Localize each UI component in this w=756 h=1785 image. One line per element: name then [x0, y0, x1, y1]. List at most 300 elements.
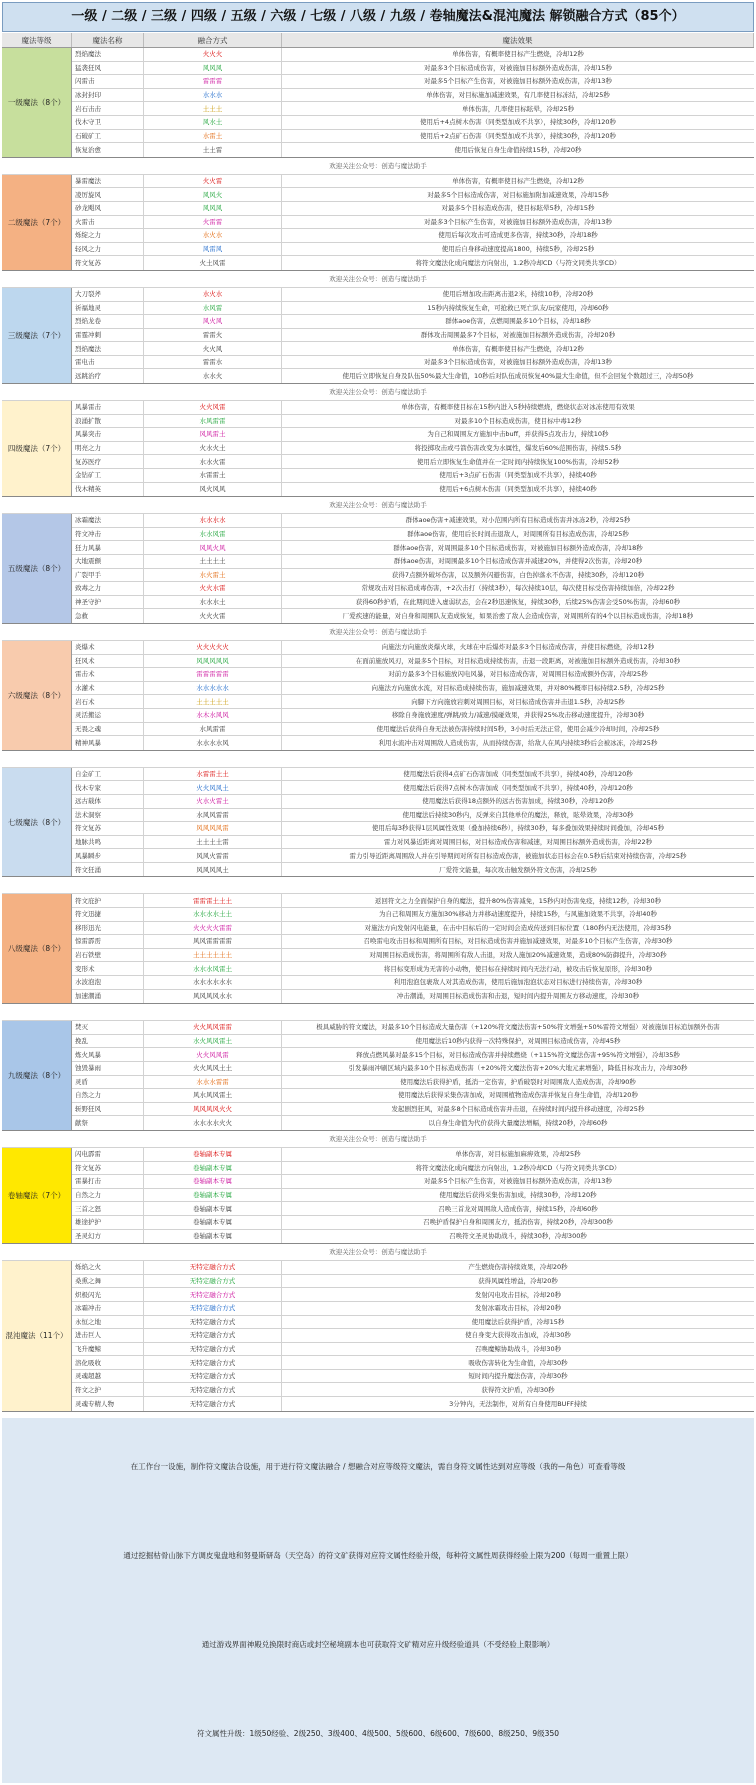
fusion-recipe: 水水火雷 [144, 455, 282, 468]
magic-row [72, 469, 754, 483]
magic-row [72, 935, 754, 949]
level-label: 五级魔法（8个） [2, 514, 72, 623]
magic-effect: 使用后恢复自身生命值持续15秒，冷却20秒 [454, 145, 582, 154]
fusion-recipe: 风风风风雷 [144, 822, 282, 835]
magic-effect: 群体aoe伤害，对周围最多10个目标造成伤害，对被施加目标额外造成伤害，冷却18秒 [393, 543, 643, 552]
magic-name: 移形迅光 [72, 922, 144, 935]
fusion-recipe: 风风雷雷雷雷 [144, 935, 282, 948]
magic-row [72, 894, 754, 908]
magic-name: 烈焰魔法 [72, 342, 144, 355]
magic-row [72, 655, 754, 669]
fusion-recipe: 火火火 [144, 48, 282, 61]
magic-name: 符文庇护 [72, 894, 144, 907]
magic-name: 水波泡泡 [72, 976, 144, 989]
magic-row [72, 709, 754, 723]
header-fusion: 融合方式 [144, 33, 282, 47]
fusion-recipe: 风风风风风 [144, 655, 282, 668]
magic-effect: 使用后+4点树木伤害（同类型加成不共享），持续30秒，冷却120秒 [419, 118, 616, 127]
magic-row [72, 483, 754, 497]
header-level: 魔法等级 [2, 33, 72, 47]
magic-name: 符文冲击 [72, 528, 144, 541]
magic-row [72, 1062, 754, 1076]
magic-name: 猛袭狂风 [72, 62, 144, 75]
magic-row [72, 256, 754, 270]
magic-name: 符文迅捷 [72, 908, 144, 921]
magic-row [72, 514, 754, 528]
magic-effect: 群体aoe伤害+减速效果，对小范围内所有目标造成伤害并冰冻2秒，冷却25秒 [405, 516, 631, 525]
magic-effect: 使用魔法后获得18点额外的远古伤害加成，持续30秒，冷却120秒 [422, 797, 614, 806]
magic-row [72, 48, 754, 62]
magic-row [72, 569, 754, 583]
fusion-recipe: 卷轴副本专属 [144, 1230, 282, 1244]
promo-line: 欢迎关注公众号：创造与魔法助手 [2, 384, 754, 401]
fusion-recipe: 无特定融合方式 [144, 1397, 282, 1411]
magic-name: 明亮之力 [72, 442, 144, 455]
magic-effect: 召唤符文圣灵协助战斗，持续30秒，冷却300秒 [449, 1232, 587, 1241]
footer-line: 在工作台一设施，制作符文魔法合设施，用于进行符文魔法融合 / 想融合对应等级符文魔法，需自身符文属性达到对应等级（我的—角色）可查看等级 [130, 1461, 626, 1471]
magic-name: 远古载体 [72, 795, 144, 808]
magic-row [72, 401, 754, 415]
magic-row [72, 736, 754, 750]
magic-row [72, 1148, 754, 1162]
fusion-recipe: 土土土土 [144, 555, 282, 568]
fusion-recipe: 风风雷土 [144, 428, 282, 441]
magic-row [72, 949, 754, 963]
level-section [2, 1148, 754, 1244]
fusion-recipe: 土土土土土 [144, 695, 282, 708]
fusion-recipe: 火火风风雷 [144, 1048, 282, 1061]
magic-effect: 发射冰霜攻击目标，冷却20秒 [474, 1304, 562, 1313]
fusion-recipe: 水水水土 [144, 596, 282, 609]
magic-row [72, 1343, 754, 1357]
level-section [2, 288, 754, 384]
table-body [2, 48, 754, 1412]
magic-name: 大刀裂斧 [72, 288, 144, 301]
magic-name: 精神风暴 [72, 736, 144, 750]
magic-name: 神圣守护 [72, 596, 144, 609]
fusion-recipe: 风风火风 [144, 541, 282, 554]
magic-effect: 以自身生命值为代价获得大量魔法增幅，持续20秒，冷却60秒 [428, 1119, 608, 1128]
fusion-recipe: 卷轴副本专属 [144, 1202, 282, 1215]
fusion-recipe: 无特定融合方式 [144, 1316, 282, 1329]
page-title: 一级 / 二级 / 三级 / 四级 / 五级 / 六级 / 七级 / 八级 / 九级 / 卷轴魔法&混沌魔法 解锁融合方式（85个） [2, 2, 754, 32]
magic-row [72, 143, 754, 157]
magic-row [72, 1216, 754, 1230]
magic-row [72, 1035, 754, 1049]
magic-effect: 单体伤害，有概率使目标在15秒内进入5秒持续燃烧，燃烧状态对冰冻使用有效果 [401, 403, 635, 412]
magic-name: 复苏医疗 [72, 455, 144, 468]
magic-effect: 利用水流冲击对周围敌人造成伤害，从而持续伤害，给敌人在风内持续3秒后会被冰冻，冷却25秒 [378, 738, 658, 747]
magic-name: 献祭 [72, 1116, 144, 1130]
magic-effect: 对施法方向发射闪电能量，在击中目标后的一定时间会造成传送到目标位置（180秒内无法使用，冷却35秒 [364, 923, 672, 932]
fusion-recipe: 风风风 [144, 62, 282, 75]
magic-row [72, 682, 754, 696]
magic-effect: 对最多10个目标造成伤害，使目标中毒12秒 [454, 416, 582, 425]
magic-name: 符文复苏 [72, 822, 144, 835]
magic-name: 炽极闪光 [72, 1288, 144, 1301]
magic-row [72, 243, 754, 257]
magic-name: 急救 [72, 609, 144, 623]
magic-name: 符文复苏 [72, 1162, 144, 1175]
magic-name: 冰霜冲击 [72, 1302, 144, 1315]
magic-row [72, 130, 754, 144]
magic-name: 岩石术 [72, 695, 144, 708]
magic-effect: 将目标变形成为无害的小动物，使目标在持续时间内无法行动，被攻击后恢复原形，冷却30秒 [383, 964, 653, 973]
magic-name: 砂龙飓风 [72, 202, 144, 215]
magic-effect: 使用后增加攻击距离击退2米，持续10秒，冷却20秒 [442, 290, 594, 299]
magic-row [72, 415, 754, 429]
magic-effect: 单体伤害，有概率使目标产生燃烧，冷却12秒 [452, 50, 584, 59]
magic-row [72, 723, 754, 737]
level-label: 三级魔法（7个） [2, 288, 72, 383]
magic-effect: 为自己和周围友方施加中击buff，并获得5点攻击力，持续10秒 [427, 430, 609, 439]
magic-effect: 在面前施放风刃，对最多5个目标，对目标造成持续伤害，击退一段距离，对被施加目标额外造成伤害，冷却30秒 [355, 656, 681, 665]
magic-row [72, 1021, 754, 1035]
magic-effect: 使用魔法后获得7点树木伤害加成（同类型加成不共享），持续40秒，冷却120秒 [403, 783, 633, 792]
magic-row [72, 582, 754, 596]
fusion-recipe: 水火水 [144, 288, 282, 301]
magic-name: 烁绽之力 [72, 229, 144, 242]
magic-row [72, 822, 754, 836]
fusion-recipe: 风风火雷雷 [144, 849, 282, 862]
level-label: 九级魔法（8个） [2, 1021, 72, 1130]
level-section [2, 1021, 754, 1131]
magic-row [72, 1116, 754, 1130]
magic-name: 灵盾 [72, 1076, 144, 1089]
magic-effect: 雷力对风暴近距离对周围目标，对目标造成伤害和减速，对周围目标额外造成伤害，冷却22秒 [383, 837, 653, 846]
magic-row [72, 1329, 754, 1343]
magic-row [72, 1089, 754, 1103]
fusion-recipe: 火土风雷 [144, 256, 282, 270]
magic-row [72, 1202, 754, 1216]
fusion-recipe: 水水水雷雷 [144, 1076, 282, 1089]
magic-row [72, 1175, 754, 1189]
fusion-recipe: 火火风雷 [144, 401, 282, 414]
magic-effect: 吸收伤害转化为生命值，冷却30秒 [468, 1358, 568, 1367]
fusion-recipe: 风风风风水水 [144, 990, 282, 1004]
magic-effect: 使用后每3秒获得1层风属性效果（叠加持续6秒），持续30秒，每多叠加效果持续时间叠加，冷却45秒 [371, 824, 665, 833]
magic-name: 变形术 [72, 962, 144, 975]
magic-row [72, 641, 754, 655]
magic-row [72, 1383, 754, 1397]
magic-name: 符文狂涌 [72, 863, 144, 877]
fusion-recipe: 水雷雷土土 [144, 768, 282, 781]
fusion-recipe: 无特定融合方式 [144, 1261, 282, 1274]
fusion-recipe: 水雷土 [144, 130, 282, 143]
magic-name: 无畏之魂 [72, 723, 144, 736]
fusion-recipe: 无特定融合方式 [144, 1302, 282, 1315]
magic-name: 蚀毁暴雨 [72, 1062, 144, 1075]
footer-line: 通过游戏界面神殿兑换限时商店或封空秘境副本也可获取符文矿精对应升级经验道具（不受经验上限影响） [201, 1640, 555, 1650]
magic-name: 灵魂专精人物 [72, 1397, 144, 1411]
magic-name: 烁焰之火 [72, 1261, 144, 1274]
magic-row [72, 116, 754, 130]
fusion-recipe: 土土土土土土 [144, 949, 282, 962]
fusion-recipe: 风火风 [144, 315, 282, 328]
level-section [2, 894, 754, 1004]
level-label: 八级魔法（8个） [2, 894, 72, 1003]
level-label: 四级魔法（7个） [2, 401, 72, 496]
magic-effect: 使用魔法后获得自身无法被伤害持续时间5秒，3小时后无法正常，使用会减少冷却时间，冷却25秒 [376, 724, 660, 733]
magic-effect: 将符文魔法化成向魔法方向射出，1.2秒冷却CD（与符文同类共享CD） [415, 1163, 621, 1172]
magic-row [72, 1370, 754, 1384]
magic-effect: 使用魔法后获得4点矿石伤害加成（同类型加成不共享），持续40秒，冷却120秒 [403, 769, 633, 778]
magic-name: 炼火风暴 [72, 1048, 144, 1061]
fusion-recipe: 无特定融合方式 [144, 1275, 282, 1288]
magic-name: 狂风术 [72, 655, 144, 668]
magic-name: 风暴瞬步 [72, 849, 144, 862]
magic-effect: 使用魔法后持续30秒内，反弹来自其他单位的魔法，释放，眩晕效果，冷却30秒 [402, 810, 634, 819]
magic-row [72, 863, 754, 877]
magic-effect: 释放点燃风暴对最多15个目标，对目标造成伤害并持续燃烧（+115%符文魔法伤害+95%符文增强），冷却35秒 [356, 1050, 680, 1059]
magic-row [72, 202, 754, 216]
fusion-recipe: 雷雷火 [144, 329, 282, 342]
fusion-recipe: 火火雷 [144, 175, 282, 188]
magic-name: 伐木守卫 [72, 116, 144, 129]
magic-effect: 短时间内提升魔法伤害，冷却30秒 [468, 1372, 568, 1381]
fusion-recipe: 卷轴副本专属 [144, 1175, 282, 1188]
fusion-recipe: 水水水水火火 [144, 1116, 282, 1130]
magic-name: 永恒之地 [72, 1316, 144, 1329]
magic-row [72, 89, 754, 103]
magic-effect: 使用后+3点矿石伤害（同类型加成不共享），持续40秒 [439, 471, 597, 480]
magic-effect: 移除自身施放速度/弹跳/致力/减速/摸碰效果，并获得25%攻击移动速度提升，冷却30秒 [391, 711, 645, 720]
magic-name: 圣灵幻方 [72, 1230, 144, 1244]
magic-row [72, 455, 754, 469]
magic-effect: 使用后+6点树木伤害（同类型加成不共享），持续40秒 [439, 485, 597, 494]
level-label: 一级魔法（8个） [2, 48, 72, 157]
promo-line: 欢迎关注公众号：创造与魔法助手 [2, 1131, 754, 1148]
level-section [2, 1261, 754, 1412]
magic-name: 火雷击 [72, 216, 144, 229]
magic-effect: 产生燃烧伤害持续效果，冷却20秒 [468, 1263, 568, 1272]
magic-row [72, 809, 754, 823]
magic-effect: 向施法方向施放水流，对目标造成持续伤害，施加减速效果，并对80%概率目标持续2.5秒，冷却25秒 [371, 683, 665, 692]
fusion-recipe: 火火风风雷雷 [144, 1021, 282, 1034]
fusion-recipe: 风火风风 [144, 483, 282, 497]
magic-row [72, 188, 754, 202]
magic-name: 溶化吸收 [72, 1356, 144, 1369]
magic-effect: 获得7点额外破坏伤害，以及额外闪避伤害，白色掉落永不伤害，持续30秒，冷却120秒 [391, 570, 645, 579]
magic-row [72, 1397, 754, 1411]
magic-effect: 向脚下方向施放岩刺对周围目标，对目标造成伤害并击退1.5秒，冷却25秒 [411, 697, 625, 706]
magic-effect: 单体伤害，有概率使目标产生燃烧，冷却12秒 [452, 344, 584, 353]
magic-row [72, 1076, 754, 1090]
fusion-recipe: 火火风风土 [144, 781, 282, 794]
fusion-recipe: 水水水水水 [144, 682, 282, 695]
fusion-recipe: 水雷雷土 [144, 469, 282, 482]
magic-row [72, 1356, 754, 1370]
magic-row [72, 695, 754, 709]
magic-effect: 使用魔法后获得护盾，抵消一定伤害，护盾破裂时对周围敌人造成伤害，冷却90秒 [400, 1077, 636, 1086]
fusion-recipe: 火水火土 [144, 442, 282, 455]
fusion-recipe: 水水水风雷土 [144, 962, 282, 975]
level-label: 六级魔法（8个） [2, 641, 72, 750]
magic-effect: 将符文魔法化成向魔法方向射出，1.2秒冷却CD（与符文同类共享CD） [415, 259, 621, 268]
fusion-recipe: 火水火雷土 [144, 795, 282, 808]
magic-effect: 使用后+2点矿石伤害（同类型加成不共享），持续30秒，冷却120秒 [419, 131, 616, 140]
magic-row [72, 836, 754, 850]
magic-row [72, 302, 754, 316]
magic-row [72, 75, 754, 89]
magic-name: 风暴雷击 [72, 401, 144, 414]
fusion-recipe: 风水风风雷土 [144, 1089, 282, 1102]
fusion-recipe: 水木水风风 [144, 709, 282, 722]
magic-row [72, 288, 754, 302]
magic-effect: 对最多3个目标产生伤害，对被施加目标额外造成伤害，冷却13秒 [424, 217, 612, 226]
magic-name: 灵活搬运 [72, 709, 144, 722]
magic-name: 闪雷击 [72, 75, 144, 88]
magic-name: 大地震颤 [72, 555, 144, 568]
fusion-recipe: 水水水水风 [144, 736, 282, 750]
fusion-recipe: 雷雷雷 [144, 75, 282, 88]
fusion-recipe: 水火雷土 [144, 569, 282, 582]
magic-effect: 利用泡泡包裹敌人对其造成伤害，使用后施加泡泡状态对目标进行持续伤害，冷却30秒 [393, 978, 643, 987]
magic-effect: 召唤雷电攻击目标和周围所有目标，对目标造成伤害并施加减速效果，对最多10个目标产生伤害，冷却30秒 [363, 937, 673, 946]
fusion-recipe: 水风雷雷 [144, 415, 282, 428]
fusion-recipe: 水水火 [144, 369, 282, 383]
magic-effect: 使用后立即恢复生命值并在一定时间内持续恢复100%伤害，冷却52秒 [416, 457, 620, 466]
fusion-recipe: 土土雷 [144, 143, 282, 157]
magic-row [72, 555, 754, 569]
magic-row [72, 795, 754, 809]
magic-name: 石破矿工 [72, 130, 144, 143]
magic-row [72, 849, 754, 863]
magic-effect: 向施法方向施放炎爆火球，火球在中后爆炸对最多3个目标造成伤害，并使目标燃烧，冷却12秒 [381, 643, 655, 652]
magic-name: 冰封封印 [72, 89, 144, 102]
fusion-recipe: 风雷风 [144, 243, 282, 256]
magic-effect: 对最多5个目标造成伤害，使目标眩晕5秒，冷却15秒 [441, 204, 595, 213]
magic-effect: 对周围目标造成伤害，将周围所有敌人击退，对敌人施加20%减速效果，造成80%防御提升，冷却30秒 [369, 951, 667, 960]
fusion-recipe: 风风风风火火 [144, 1103, 282, 1116]
level-label: 七级魔法（8个） [2, 768, 72, 877]
magic-name: 斩野狂风 [72, 1103, 144, 1116]
magic-name: 挽乱 [72, 1035, 144, 1048]
magic-name: 自金矿工 [72, 768, 144, 781]
level-label: 二级魔法（7个） [2, 175, 72, 270]
magic-effect: 单体伤害，对目标施加麻痹效果，冷却25秒 [455, 1150, 581, 1159]
level-section [2, 175, 754, 271]
level-section [2, 768, 754, 878]
magic-row [72, 1230, 754, 1244]
fusion-recipe: 火火水雷 [144, 582, 282, 595]
magic-name: 岩石铁壁 [72, 949, 144, 962]
magic-name: 三首之怒 [72, 1202, 144, 1215]
fusion-recipe: 土土土 [144, 102, 282, 115]
magic-effect: 使用魔法后获得采集伤害加成，持续30秒，冷却120秒 [439, 1190, 597, 1199]
magic-effect: 使用魔法后10秒内获得一次特殊保护，对周围目标造成伤害，冷却45秒 [415, 1037, 621, 1046]
magic-name: 狂力风暴 [72, 541, 144, 554]
promo-line [2, 1004, 754, 1021]
magic-row [72, 976, 754, 990]
fusion-recipe: 火火火雷 [144, 609, 282, 623]
magic-effect: 使自身变大获得攻击加成，冷却30秒 [465, 1331, 571, 1340]
level-label: 混沌魔法（11个） [2, 1261, 72, 1411]
fusion-recipe: 无特定融合方式 [144, 1383, 282, 1396]
magic-effect: 雷力引导近距离周围敌人并在引导期间对所有目标造成伤害，被施加状态目标会在0.5秒后结束对持续伤害，冷却25秒 [349, 851, 687, 860]
magic-name: 惊雷霹雳 [72, 935, 144, 948]
promo-line [2, 751, 754, 768]
magic-name: 地脉共鸣 [72, 836, 144, 849]
fusion-recipe: 卷轴副本专属 [144, 1216, 282, 1229]
level-section [2, 48, 754, 158]
fusion-recipe: 风风火 [144, 188, 282, 201]
magic-row [72, 62, 754, 76]
fusion-recipe: 火火火火火 [144, 641, 282, 654]
magic-effect: 群体aoe伤害，对周围最多10个目标造成伤害并减速20%，并使得2次伤害，冷却20秒 [393, 557, 643, 566]
magic-row [72, 990, 754, 1004]
magic-name: 伐木专家 [72, 781, 144, 794]
magic-name: 雷霆冲刺 [72, 329, 144, 342]
magic-effect: 对最多5个目标产生伤害，对被施加目标额外造成伤害，冷却13秒 [424, 1177, 612, 1186]
magic-effect: 3分钟内，无法制作，对所有自身使用BUFF持续 [449, 1399, 587, 1408]
fusion-table [2, 33, 754, 1412]
magic-row [72, 329, 754, 343]
fusion-recipe: 无特定融合方式 [144, 1343, 282, 1356]
fusion-recipe: 雷雷水 [144, 356, 282, 369]
magic-row [72, 908, 754, 922]
magic-effect: 常规攻击对目标造成毒伤害，+2次击打（持续3秒），每次持续10层，每次使目标受伤害持续加倍，冷却22秒 [361, 584, 675, 593]
magic-effect: 极具威胁的符文魔法，对最多10个目标造成大量伤害（+120%符文魔法伤害+50%符文增强+50%雷符文增强）对被施加目标追加额外伤害 [316, 1023, 720, 1032]
magic-name: 致毒之力 [72, 582, 144, 595]
magic-name: 符文复苏 [72, 256, 144, 270]
magic-row [72, 781, 754, 795]
table-header [2, 33, 754, 48]
fusion-recipe: 风水土 [144, 116, 282, 129]
fusion-recipe: 水水水水 [144, 514, 282, 527]
magic-name: 桑熏之舞 [72, 1275, 144, 1288]
magic-name: 烈焰魔法 [72, 48, 144, 61]
magic-name: 雷电击 [72, 356, 144, 369]
magic-effect: 召唤魔鲸协助战斗，冷却30秒 [474, 1344, 562, 1353]
magic-effect: 对最多5个目标产生伤害，对被施加目标额外造成伤害，冷却13秒 [424, 77, 612, 86]
magic-effect: 将投掷攻击或弓箭伤害改变为水属性，爆发后60%范围伤害，持续5.5秒 [414, 444, 622, 453]
magic-name: 法术洞察 [72, 809, 144, 822]
fusion-recipe: 水水水水水水 [144, 976, 282, 989]
magic-name: 符文之护 [72, 1383, 144, 1396]
magic-name: 水灌术 [72, 682, 144, 695]
magic-name: 风暴突击 [72, 428, 144, 441]
magic-row [72, 922, 754, 936]
magic-name: 进击巨人 [72, 1329, 144, 1342]
magic-row [72, 216, 754, 230]
promo-line: 欢迎关注公众号：创造与魔法助手 [2, 1244, 754, 1261]
level-section [2, 401, 754, 497]
magic-row [72, 596, 754, 610]
magic-row [72, 1316, 754, 1330]
magic-row [72, 1162, 754, 1176]
fusion-recipe: 风风风风土 [144, 863, 282, 877]
fusion-recipe: 火火风风土土 [144, 1062, 282, 1075]
magic-name: 烈焰龙卷 [72, 315, 144, 328]
fusion-recipe: 卷轴副本专属 [144, 1162, 282, 1175]
magic-row [72, 229, 754, 243]
fusion-recipe: 水水风雷 [144, 528, 282, 541]
magic-row [72, 102, 754, 116]
fusion-recipe: 无特定融合方式 [144, 1370, 282, 1383]
magic-effect: 返回符文之力全面保护自身的魔法，提升80%伤害减免，15秒内对伤害免疫，持续12秒，冷却30秒 [374, 896, 662, 905]
magic-effect: 发起剧烈狂风，对最多8个目标造成伤害并击退，在持续时间内提升移动速度，冷却25秒 [391, 1105, 645, 1114]
magic-effect: 单体伤害，几率使目标眩晕，冷却25秒 [461, 104, 575, 113]
fusion-recipe: 雷雷雷雷雷 [144, 668, 282, 681]
magic-name: 金钻矿工 [72, 469, 144, 482]
magic-name: 轻风之力 [72, 243, 144, 256]
magic-name: 雷暴打击 [72, 1175, 144, 1188]
magic-effect: 对最多3个目标造成伤害，对被施加目标额外造成伤害，冷却15秒 [424, 63, 612, 72]
magic-name: 暴雷魔法 [72, 175, 144, 188]
magic-name: 闪电霹雷 [72, 1148, 144, 1161]
fusion-recipe: 风风风 [144, 202, 282, 215]
